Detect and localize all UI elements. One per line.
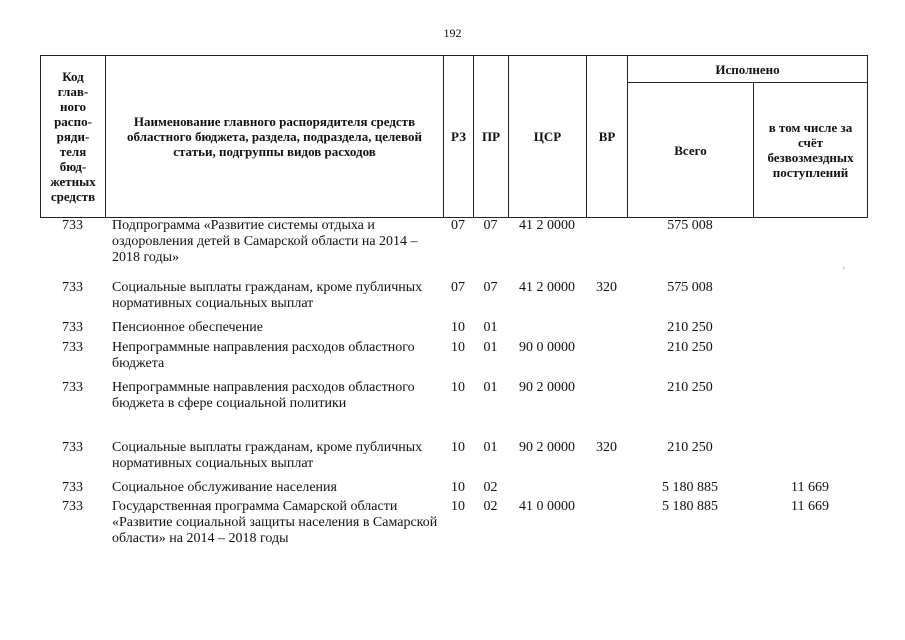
table-row: [40, 499, 867, 559]
cell-csr: [508, 480, 586, 499]
cell-name: Подпрограмма «Развитие системы отдыха и оздоровления детей в Самарской области на 2014 – 2018 годы»: [112, 218, 418, 265]
cell-vr: [586, 499, 627, 559]
cell-name: Непрограммные направления расходов областного бюджета: [112, 340, 415, 371]
cell-free: 11 669: [791, 480, 829, 495]
cell-free: 11 669: [791, 499, 829, 514]
cell-csr: [508, 320, 586, 340]
table-row: [40, 280, 867, 320]
cell-total: 575 008: [667, 218, 713, 233]
table-row: [40, 440, 867, 480]
cell-rz: 07: [451, 218, 465, 233]
cell-rz: 10: [451, 499, 465, 514]
cell-csr: 41 2 0000: [519, 218, 575, 233]
table-header: [40, 55, 868, 218]
cell-rz: 10: [451, 480, 465, 495]
cell-free: [753, 440, 867, 480]
cell-code: 733: [62, 340, 83, 355]
cell-free: [753, 280, 867, 320]
header-code: Код глав- ного распо- ряди- теля бюд- жетных средств: [41, 56, 106, 218]
page-number: 192: [443, 26, 462, 40]
cell-name: Пенсионное обеспечение: [112, 320, 263, 335]
cell-name: Социальное обслуживание населения: [112, 480, 337, 495]
header-executed: Исполнено: [628, 56, 868, 83]
cell-pr: 07: [483, 280, 498, 295]
cell-free: [753, 380, 867, 440]
header-rz: РЗ: [444, 56, 474, 218]
cell-total: 210 250: [667, 440, 713, 455]
cell-code: 733: [62, 280, 83, 295]
cell-csr: 41 0 0000: [519, 499, 575, 514]
cell-total: 5 180 885: [662, 480, 718, 495]
cell-pr: 01: [483, 340, 498, 355]
header-name: Наименование главного распорядителя средств областного бюджета, раздела, подраздела, целевой статьи, подгруппы видов расходов: [106, 56, 444, 218]
cell-code: 733: [62, 480, 83, 495]
cell-code: 733: [62, 440, 83, 455]
table-body: [40, 218, 867, 559]
table-row: [40, 340, 867, 380]
header-vr: ВР: [587, 56, 628, 218]
cell-name: Государственная программа Самарской области «Развитие социальной защиты населения в Самарской области» на 2014 – 2018 годы: [112, 499, 438, 546]
table-row: [40, 218, 867, 280]
cell-name: Социальные выплаты гражданам, кроме публичных нормативных социальных выплат: [112, 440, 423, 471]
cell-free: [753, 218, 867, 280]
cell-vr: 320: [596, 280, 617, 295]
header-pr: ПР: [474, 56, 509, 218]
table-row: [40, 320, 867, 340]
scan-mark: ›: [842, 263, 845, 272]
cell-csr: 90 0 0000: [519, 340, 575, 355]
cell-total: 210 250: [667, 340, 713, 355]
cell-code: 733: [62, 499, 83, 514]
cell-vr: [586, 380, 627, 440]
cell-vr: [586, 340, 627, 380]
cell-code: 733: [62, 320, 83, 335]
table-row: [40, 380, 867, 440]
cell-pr: 02: [483, 480, 498, 495]
cell-name: Непрограммные направления расходов областного бюджета в сфере социальной политики: [112, 380, 415, 411]
cell-vr: [586, 480, 627, 499]
cell-csr: 90 2 0000: [519, 380, 575, 395]
cell-vr: [586, 218, 627, 280]
cell-free: [753, 320, 867, 340]
cell-csr: 41 2 0000: [519, 280, 575, 295]
cell-free: [753, 340, 867, 380]
cell-total: 5 180 885: [662, 499, 718, 514]
cell-rz: 10: [451, 320, 465, 335]
cell-vr: [586, 320, 627, 340]
cell-pr: 02: [483, 499, 498, 514]
header-total: Всего: [628, 83, 754, 218]
cell-rz: 10: [451, 340, 465, 355]
cell-pr: 01: [483, 320, 498, 335]
cell-total: 575 008: [667, 280, 713, 295]
cell-vr: 320: [596, 440, 617, 455]
cell-rz: 07: [451, 280, 465, 295]
cell-name: Социальные выплаты гражданам, кроме публичных нормативных социальных выплат: [112, 280, 423, 311]
cell-csr: 90 2 0000: [519, 440, 575, 455]
cell-pr: 07: [483, 218, 498, 233]
cell-total: 210 250: [667, 380, 713, 395]
table-row: [40, 480, 867, 499]
cell-rz: 10: [451, 380, 465, 395]
cell-pr: 01: [483, 380, 498, 395]
cell-pr: 01: [483, 440, 498, 455]
header-free: в том числе за счёт безвозмездных поступлений: [754, 83, 868, 218]
cell-code: 733: [62, 218, 83, 233]
cell-rz: 10: [451, 440, 465, 455]
cell-total: 210 250: [667, 320, 713, 335]
header-csr: ЦСР: [509, 56, 587, 218]
cell-code: 733: [62, 380, 83, 395]
